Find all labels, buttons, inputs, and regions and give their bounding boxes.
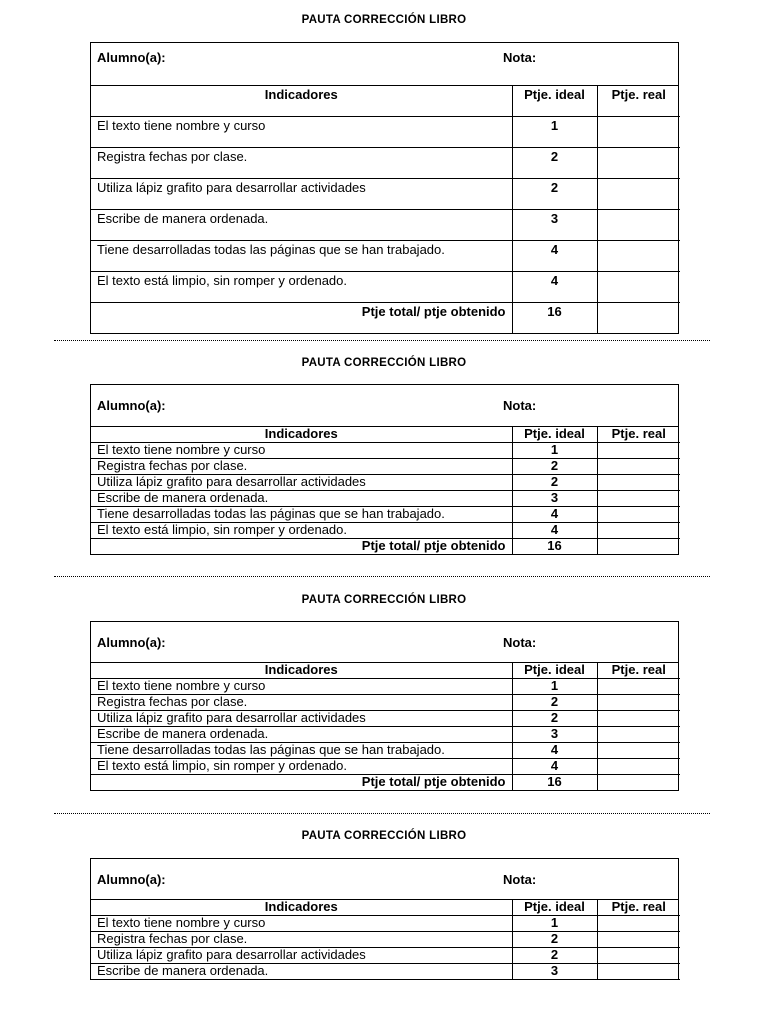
total-row <box>91 775 680 791</box>
table-row <box>91 932 680 948</box>
table-row <box>91 507 680 523</box>
table-header-row <box>91 900 680 916</box>
real-score-cell[interactable] <box>597 711 680 727</box>
real-score-cell[interactable] <box>597 272 680 303</box>
table-row <box>91 743 680 759</box>
table-row <box>91 711 680 727</box>
indicator-cell: Tiene desarrolladas todas las páginas que se han trabajado. <box>91 507 512 523</box>
real-score-cell[interactable] <box>597 241 680 272</box>
header-real: Ptje. real <box>597 86 680 117</box>
indicator-cell: El texto tiene nombre y curso <box>91 679 512 695</box>
table-row <box>91 523 680 539</box>
grading-sheet-2 <box>90 384 679 555</box>
real-score-cell[interactable] <box>597 523 680 539</box>
ideal-score-cell: 2 <box>512 711 597 727</box>
indicator-cell: Registra fechas por clase. <box>91 932 512 948</box>
header-ideal: Ptje. ideal <box>512 900 597 916</box>
ideal-score-cell: 2 <box>512 148 597 179</box>
ideal-score-cell: 2 <box>512 179 597 210</box>
ideal-score-cell: 1 <box>512 916 597 932</box>
real-score-cell[interactable] <box>597 759 680 775</box>
table-row <box>91 443 680 459</box>
indicators-table-1 <box>91 86 680 333</box>
real-score-cell[interactable] <box>597 948 680 964</box>
ideal-score-cell: 4 <box>512 272 597 303</box>
real-score-cell[interactable] <box>597 743 680 759</box>
real-score-cell[interactable] <box>597 443 680 459</box>
table-row <box>91 272 680 303</box>
total-ideal-cell: 16 <box>512 539 597 555</box>
grading-sheet-1 <box>90 42 679 334</box>
real-score-cell[interactable] <box>597 117 680 148</box>
cut-line <box>54 813 710 814</box>
total-label: Ptje total/ ptje obtenido <box>91 303 512 334</box>
ideal-score-cell: 3 <box>512 210 597 241</box>
header-ideal: Ptje. ideal <box>512 427 597 443</box>
header-indicators: Indicadores <box>91 900 512 916</box>
ideal-score-cell: 2 <box>512 459 597 475</box>
real-score-cell[interactable] <box>597 679 680 695</box>
indicator-cell: El texto tiene nombre y curso <box>91 443 512 459</box>
real-score-cell[interactable] <box>597 727 680 743</box>
table-row <box>91 148 680 179</box>
block-2-title: PAUTA CORRECCIÓN LIBRO <box>301 357 467 369</box>
block-1-title: PAUTA CORRECCIÓN LIBRO <box>301 14 467 26</box>
indicator-cell: El texto tiene nombre y curso <box>91 117 512 148</box>
real-score-cell[interactable] <box>597 210 680 241</box>
real-score-cell[interactable] <box>597 148 680 179</box>
indicator-cell: Utiliza lápiz grafito para desarrollar actividades <box>91 711 512 727</box>
ideal-score-cell: 2 <box>512 932 597 948</box>
table-header-row <box>91 86 680 117</box>
total-row <box>91 539 680 555</box>
table-row <box>91 759 680 775</box>
total-ideal-cell: 16 <box>512 303 597 334</box>
table-row <box>91 475 680 491</box>
indicator-cell: El texto está limpio, sin romper y ordenado. <box>91 272 512 303</box>
indicators-table-3 <box>91 663 680 790</box>
student-label: Alumno(a): <box>97 635 166 650</box>
ideal-score-cell: 1 <box>512 679 597 695</box>
ideal-score-cell: 4 <box>512 759 597 775</box>
table-row <box>91 948 680 964</box>
total-real-cell[interactable] <box>597 303 680 334</box>
ideal-score-cell: 1 <box>512 117 597 148</box>
indicator-cell: Escribe de manera ordenada. <box>91 210 512 241</box>
student-label: Alumno(a): <box>97 398 166 413</box>
indicator-cell: Utiliza lápiz grafito para desarrollar actividades <box>91 179 512 210</box>
header-indicators: Indicadores <box>91 86 512 117</box>
table-row <box>91 117 680 148</box>
real-score-cell[interactable] <box>597 179 680 210</box>
total-label: Ptje total/ ptje obtenido <box>91 539 512 555</box>
student-label: Alumno(a): <box>97 872 166 887</box>
table-row <box>91 727 680 743</box>
table-row <box>91 241 680 272</box>
ideal-score-cell: 4 <box>512 523 597 539</box>
grade-label: Nota: <box>503 398 537 413</box>
indicators-table-2 <box>91 427 680 554</box>
student-header-row <box>91 859 678 900</box>
real-score-cell[interactable] <box>597 695 680 711</box>
table-row <box>91 695 680 711</box>
real-score-cell[interactable] <box>597 916 680 932</box>
indicator-cell: Tiene desarrolladas todas las páginas que se han trabajado. <box>91 743 512 759</box>
block-4-title: PAUTA CORRECCIÓN LIBRO <box>301 830 467 842</box>
total-ideal-cell: 16 <box>512 775 597 791</box>
real-score-cell[interactable] <box>597 932 680 948</box>
indicator-cell: Registra fechas por clase. <box>91 148 512 179</box>
student-header-row <box>91 385 678 427</box>
header-real: Ptje. real <box>597 900 680 916</box>
table-row <box>91 964 680 980</box>
real-score-cell[interactable] <box>597 491 680 507</box>
table-row <box>91 491 680 507</box>
student-header-row <box>91 43 678 86</box>
indicators-table-4 <box>91 900 680 980</box>
grade-label: Nota: <box>503 872 537 887</box>
total-real-cell[interactable] <box>597 775 680 791</box>
ideal-score-cell: 1 <box>512 443 597 459</box>
cut-line <box>54 340 710 341</box>
table-row <box>91 210 680 241</box>
ideal-score-cell: 3 <box>512 964 597 980</box>
grade-label: Nota: <box>503 635 537 650</box>
header-indicators: Indicadores <box>91 663 512 679</box>
grading-sheet-4 <box>90 858 679 980</box>
block-3-title: PAUTA CORRECCIÓN LIBRO <box>301 594 467 606</box>
real-score-cell[interactable] <box>597 475 680 491</box>
ideal-score-cell: 2 <box>512 695 597 711</box>
ideal-score-cell: 4 <box>512 241 597 272</box>
indicator-cell: Utiliza lápiz grafito para desarrollar actividades <box>91 948 512 964</box>
table-row <box>91 179 680 210</box>
indicator-cell: Registra fechas por clase. <box>91 459 512 475</box>
header-ideal: Ptje. ideal <box>512 86 597 117</box>
real-score-cell[interactable] <box>597 507 680 523</box>
indicator-cell: El texto tiene nombre y curso <box>91 916 512 932</box>
indicator-cell: Tiene desarrolladas todas las páginas que se han trabajado. <box>91 241 512 272</box>
student-header-row <box>91 622 678 663</box>
real-score-cell[interactable] <box>597 459 680 475</box>
ideal-score-cell: 3 <box>512 727 597 743</box>
indicator-cell: Escribe de manera ordenada. <box>91 491 512 507</box>
ideal-score-cell: 2 <box>512 948 597 964</box>
ideal-score-cell: 4 <box>512 743 597 759</box>
real-score-cell[interactable] <box>597 964 680 980</box>
total-label: Ptje total/ ptje obtenido <box>91 775 512 791</box>
header-real: Ptje. real <box>597 663 680 679</box>
total-real-cell[interactable] <box>597 539 680 555</box>
grading-sheet-3 <box>90 621 679 791</box>
student-label: Alumno(a): <box>97 50 166 65</box>
grade-label: Nota: <box>503 50 537 65</box>
table-row <box>91 916 680 932</box>
indicator-cell: Escribe de manera ordenada. <box>91 727 512 743</box>
ideal-score-cell: 4 <box>512 507 597 523</box>
total-row <box>91 303 680 334</box>
header-real: Ptje. real <box>597 427 680 443</box>
table-row <box>91 679 680 695</box>
indicator-cell: El texto está limpio, sin romper y ordenado. <box>91 523 512 539</box>
ideal-score-cell: 3 <box>512 491 597 507</box>
table-row <box>91 459 680 475</box>
indicator-cell: El texto está limpio, sin romper y ordenado. <box>91 759 512 775</box>
indicator-cell: Registra fechas por clase. <box>91 695 512 711</box>
table-header-row <box>91 427 680 443</box>
indicator-cell: Utiliza lápiz grafito para desarrollar actividades <box>91 475 512 491</box>
indicator-cell: Escribe de manera ordenada. <box>91 964 512 980</box>
cut-line <box>54 576 710 577</box>
header-indicators: Indicadores <box>91 427 512 443</box>
header-ideal: Ptje. ideal <box>512 663 597 679</box>
ideal-score-cell: 2 <box>512 475 597 491</box>
table-header-row <box>91 663 680 679</box>
